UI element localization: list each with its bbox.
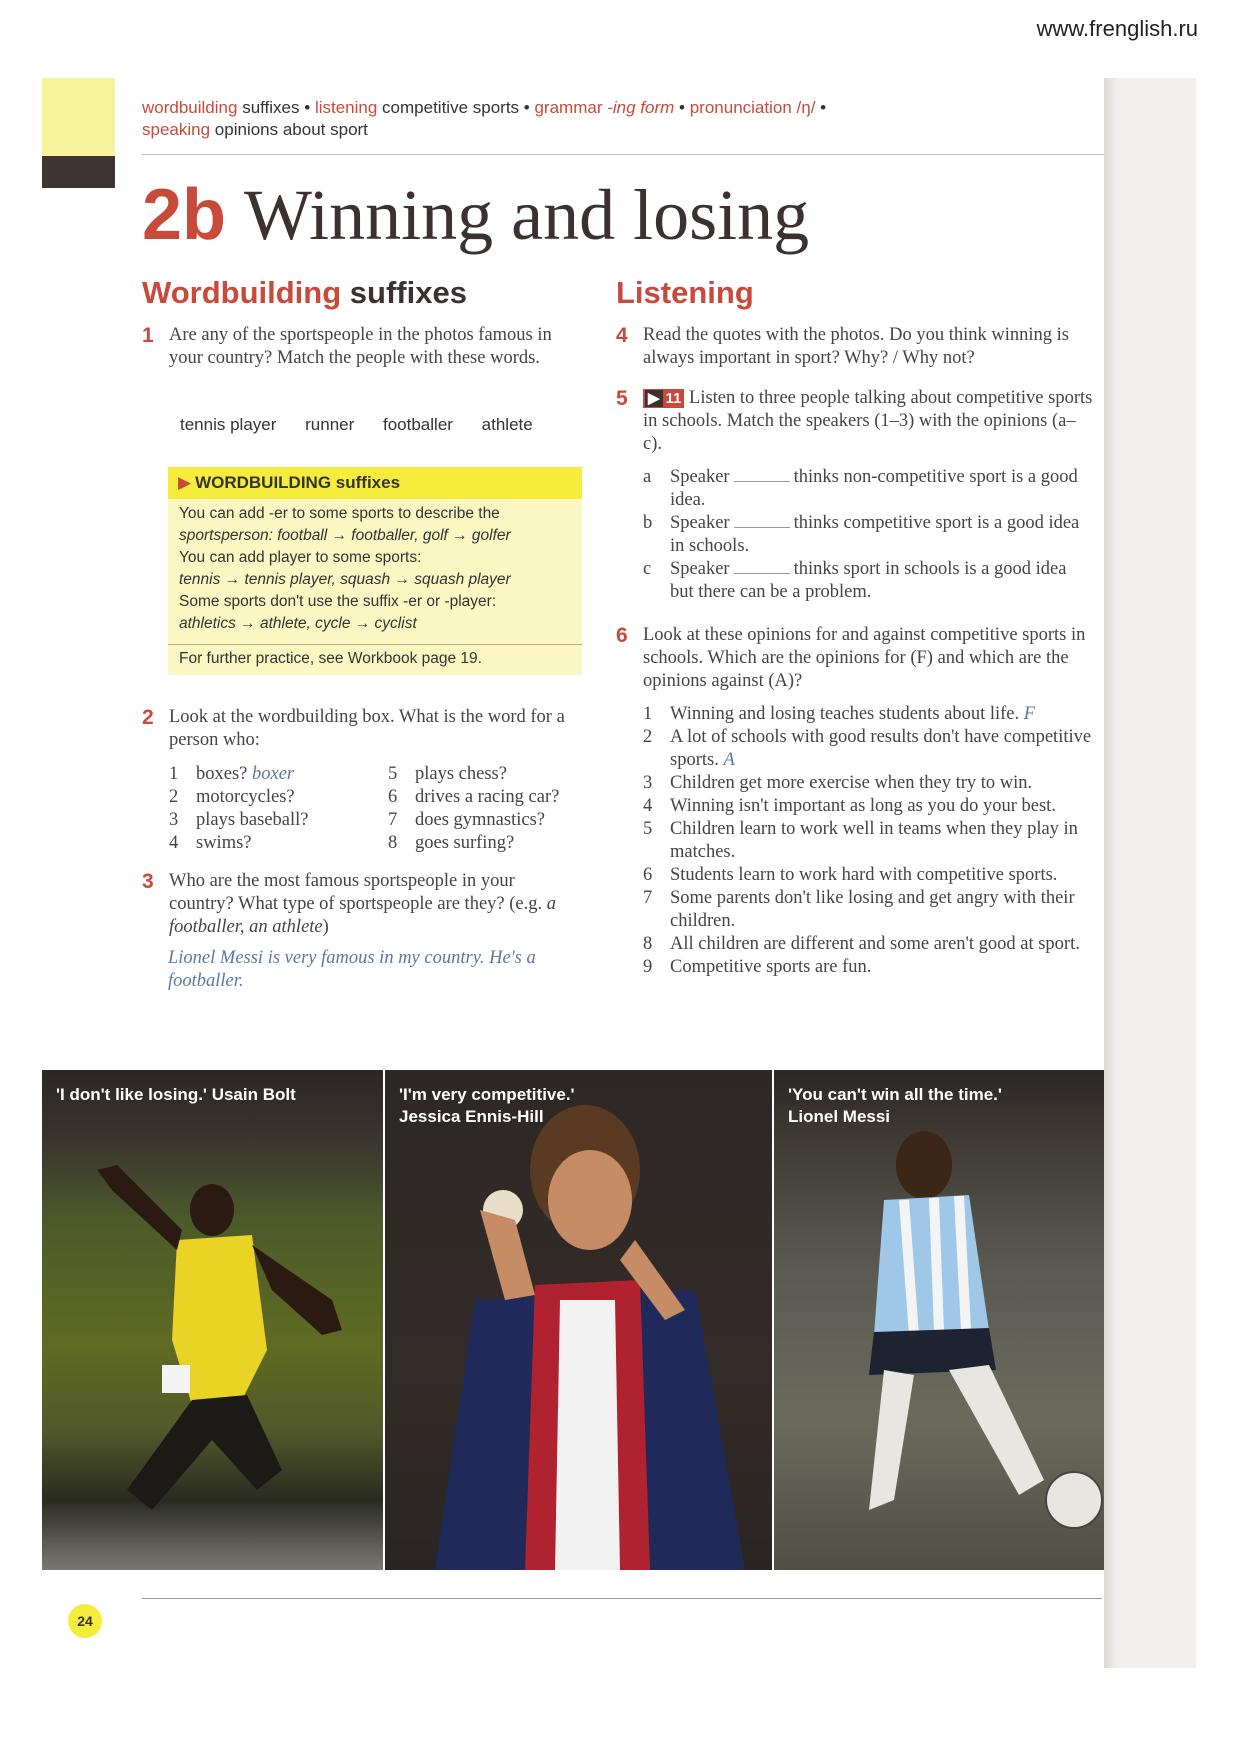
list-item xyxy=(643,466,1093,512)
box-title: WORDBUILDING suffixes xyxy=(195,473,401,492)
item-index: 6 xyxy=(388,787,398,807)
list-item xyxy=(643,956,1093,979)
item-index: 5 xyxy=(643,819,653,839)
exercise-number: 6 xyxy=(616,624,628,647)
box-line: You can add player to some sports: xyxy=(179,549,422,566)
exercise-number: 5 xyxy=(616,387,628,410)
exercise-2 xyxy=(142,706,582,752)
item-index: 2 xyxy=(169,787,179,807)
site-url[interactable]: www.frenglish.ru xyxy=(1036,16,1198,41)
item-index: 7 xyxy=(643,888,653,908)
topic-text: competitive sports xyxy=(382,98,520,117)
word-item: athlete xyxy=(481,415,533,434)
lesson-name: Winning and losing xyxy=(244,175,810,255)
item-index: 4 xyxy=(643,796,653,816)
caption-name: Jessica Ennis-Hill xyxy=(399,1107,544,1126)
list-item xyxy=(169,786,369,809)
topics-header xyxy=(142,97,826,141)
word-item: tennis player xyxy=(180,415,277,434)
list-item xyxy=(643,864,1093,887)
list-item xyxy=(643,558,1093,604)
exercise-2-left-list xyxy=(169,763,369,855)
heading-part: suffixes xyxy=(349,275,467,310)
item-index: 2 xyxy=(643,727,653,747)
audio-track-button[interactable] xyxy=(643,389,684,408)
box-line: sportsperson: football → footballer, golf → golfer xyxy=(179,527,511,544)
answer-blank[interactable] xyxy=(734,513,790,528)
item-text: thinks non-competitive sport is a good idea. xyxy=(670,467,1078,510)
exercise-5-items xyxy=(643,466,1093,604)
item-text: Students learn to work hard with competitive sports. xyxy=(670,865,1058,885)
list-item xyxy=(169,763,369,786)
list-item xyxy=(388,763,588,786)
item-index: 1 xyxy=(643,704,653,724)
item-index: 1 xyxy=(169,764,179,784)
topic-text: opinions about sport xyxy=(214,120,368,139)
item-index: 6 xyxy=(643,865,653,885)
caption-quote: 'I'm very competitive.' xyxy=(399,1085,575,1104)
page-curve xyxy=(1104,78,1118,1668)
item-text: thinks competitive sport is a good idea in schools. xyxy=(670,513,1080,556)
item-index: 8 xyxy=(643,934,653,954)
item-index: c xyxy=(643,559,652,579)
exercise-5 xyxy=(616,387,1094,456)
heading-part: Wordbuilding xyxy=(142,275,342,310)
item-index: 3 xyxy=(169,810,179,830)
photo-caption xyxy=(399,1084,575,1128)
wordbuilding-box-header xyxy=(168,467,582,499)
topic-kw: pronunciation xyxy=(689,98,792,117)
exercise-2-right-list xyxy=(388,763,588,855)
heading-part: Listening xyxy=(616,275,754,310)
next-page-edge xyxy=(1104,78,1196,1668)
exercise-text xyxy=(643,387,1094,456)
photo-caption: 'I don't like losing.' Usain Bolt xyxy=(56,1085,296,1104)
item-text: Winning isn't important as long as you do your best. xyxy=(670,796,1056,816)
item-text: plays baseball? xyxy=(196,810,309,830)
item-text: plays chess? xyxy=(415,764,507,784)
photo-usain-bolt xyxy=(42,1070,383,1570)
exercise-text: Read the quotes with the photos. Do you think winning is always important in sport? Why? / Why not? xyxy=(643,325,1069,368)
item-text: Speaker xyxy=(670,513,730,533)
list-item xyxy=(388,809,588,832)
list-item xyxy=(643,726,1093,772)
photo-jessica-ennis-hill xyxy=(385,1070,772,1570)
caption-quote: 'You can't win all the time.' xyxy=(788,1085,1002,1104)
bullet: • xyxy=(523,98,530,117)
exercise-number: 1 xyxy=(142,324,154,347)
paren: ) xyxy=(322,917,329,937)
listening-heading xyxy=(616,275,754,311)
wordbuilding-heading xyxy=(142,275,467,311)
topic-kw: speaking xyxy=(142,120,211,139)
exercise-3 xyxy=(142,870,582,939)
exercise-text: Are any of the sportspeople in the photos famous in your country? Match the people with these words. xyxy=(169,325,552,368)
answer-text: boxer xyxy=(252,764,295,784)
answer-text: F xyxy=(1023,704,1036,724)
answer-blank[interactable] xyxy=(734,559,790,574)
runner-silhouette xyxy=(42,1070,383,1570)
play-icon: ▶ xyxy=(645,390,663,407)
audio-track-number: 11 xyxy=(665,390,682,407)
bullet: • xyxy=(304,98,311,117)
item-text: A lot of schools with good results don't have competitive sports. xyxy=(670,727,1092,770)
list-item xyxy=(643,933,1093,956)
item-index: 3 xyxy=(643,773,653,793)
example-text: a footballer, an athlete xyxy=(169,894,556,937)
answer-blank[interactable] xyxy=(734,467,790,482)
item-text: Children learn to work well in teams when they play in matches. xyxy=(670,819,1078,862)
topics-line-2 xyxy=(142,119,826,141)
play-triangle-icon: ▶ xyxy=(178,473,192,492)
item-text: boxes? xyxy=(196,764,248,784)
dark-tab xyxy=(42,156,115,188)
exercise-text: Look at the wordbuilding box. What is the word for a person who: xyxy=(169,707,565,750)
header-divider xyxy=(142,154,1122,155)
exercise-text: Look at these opinions for and against competitive sports in schools. Which are the opinions for (F) and which are the opinions against (A)? xyxy=(643,625,1086,691)
exercise-text xyxy=(169,870,582,939)
item-text: Children get more exercise when they try to win. xyxy=(670,773,1033,793)
box-divider xyxy=(168,644,582,645)
item-text: Some parents don't like losing and get angry with their children. xyxy=(670,888,1075,931)
wordbuilding-box-body xyxy=(179,503,574,635)
exercise-number: 2 xyxy=(142,706,154,729)
item-index: b xyxy=(643,513,653,533)
item-text: Competitive sports are fun. xyxy=(670,957,872,977)
page-number: 24 xyxy=(68,1604,102,1638)
exercise-1 xyxy=(142,324,582,370)
photo-lionel-messi xyxy=(774,1070,1104,1570)
list-item xyxy=(643,818,1093,864)
lesson-code: 2b xyxy=(142,175,227,255)
box-line: You can add -er to some sports to describe the xyxy=(179,505,500,522)
answer-text: A xyxy=(723,750,735,770)
wordbuilding-box xyxy=(168,467,582,675)
list-item xyxy=(643,772,1093,795)
footer-divider xyxy=(142,1598,1102,1599)
item-text: motorcycles? xyxy=(196,787,295,807)
item-text: All children are different and some aren't good at sport. xyxy=(670,934,1080,954)
lesson-title xyxy=(142,175,809,255)
topic-text: -ing form xyxy=(607,98,675,117)
exercise-number: 3 xyxy=(142,870,154,893)
box-footer: For further practice, see Workbook page 19. xyxy=(179,650,482,667)
item-index: 8 xyxy=(388,833,398,853)
bullet: • xyxy=(820,98,827,117)
exercise-text-main: Who are the most famous sportspeople in your country? What type of sportspeople are they? (e.g. xyxy=(169,871,543,914)
item-text: goes surfing? xyxy=(415,833,515,853)
list-item xyxy=(643,887,1093,933)
exercise-6-items xyxy=(643,703,1093,979)
item-text: drives a racing car? xyxy=(415,787,560,807)
list-item xyxy=(169,832,369,855)
footballer-silhouette xyxy=(774,1070,1104,1570)
item-text: does gymnastics? xyxy=(415,810,545,830)
list-item xyxy=(643,512,1093,558)
word-list xyxy=(180,415,557,435)
topic-kw: wordbuilding xyxy=(142,98,238,117)
topics-line-1 xyxy=(142,97,826,119)
topic-kw: grammar xyxy=(534,98,603,117)
item-text: swims? xyxy=(196,833,252,853)
topic-kw: listening xyxy=(314,98,378,117)
bullet: • xyxy=(679,98,685,117)
item-index: a xyxy=(643,467,652,487)
item-index: 7 xyxy=(388,810,398,830)
item-index: 9 xyxy=(643,957,653,977)
caption-name: Lionel Messi xyxy=(788,1107,891,1126)
exercise-6 xyxy=(616,624,1094,693)
item-text: Speaker xyxy=(670,559,730,579)
photo-caption xyxy=(788,1084,1002,1128)
item-index: 5 xyxy=(388,764,398,784)
item-text: Winning and losing teaches students about life. xyxy=(670,704,1020,724)
list-item xyxy=(643,703,1093,726)
box-line: athletics → athlete, cycle → cyclist xyxy=(179,615,417,632)
yellow-tab xyxy=(42,78,115,156)
topic-text: /ŋ/ xyxy=(796,98,816,117)
list-item xyxy=(643,795,1093,818)
list-item xyxy=(388,786,588,809)
list-item xyxy=(169,809,369,832)
item-text: Speaker xyxy=(670,467,730,487)
example-answer: Lionel Messi is very famous in my country. He's a footballer. xyxy=(168,948,536,991)
exercise-4 xyxy=(616,324,1094,370)
box-line: Some sports don't use the suffix -er or -player: xyxy=(179,593,497,610)
exercise-text-main: Listen to three people talking about competitive sports in schools. Match the speakers (1–3) with the opinions (a–c). xyxy=(643,388,1093,454)
list-item xyxy=(388,832,588,855)
box-line: tennis → tennis player, squash → squash player xyxy=(179,571,511,588)
topic-text: suffixes xyxy=(242,98,300,117)
item-text: thinks sport in schools is a good idea but there can be a problem. xyxy=(670,559,1067,602)
word-item: runner xyxy=(305,415,355,434)
item-index: 4 xyxy=(169,833,179,853)
athlete-silhouette xyxy=(385,1070,772,1570)
word-item: footballer xyxy=(383,415,453,434)
exercise-number: 4 xyxy=(616,324,628,347)
